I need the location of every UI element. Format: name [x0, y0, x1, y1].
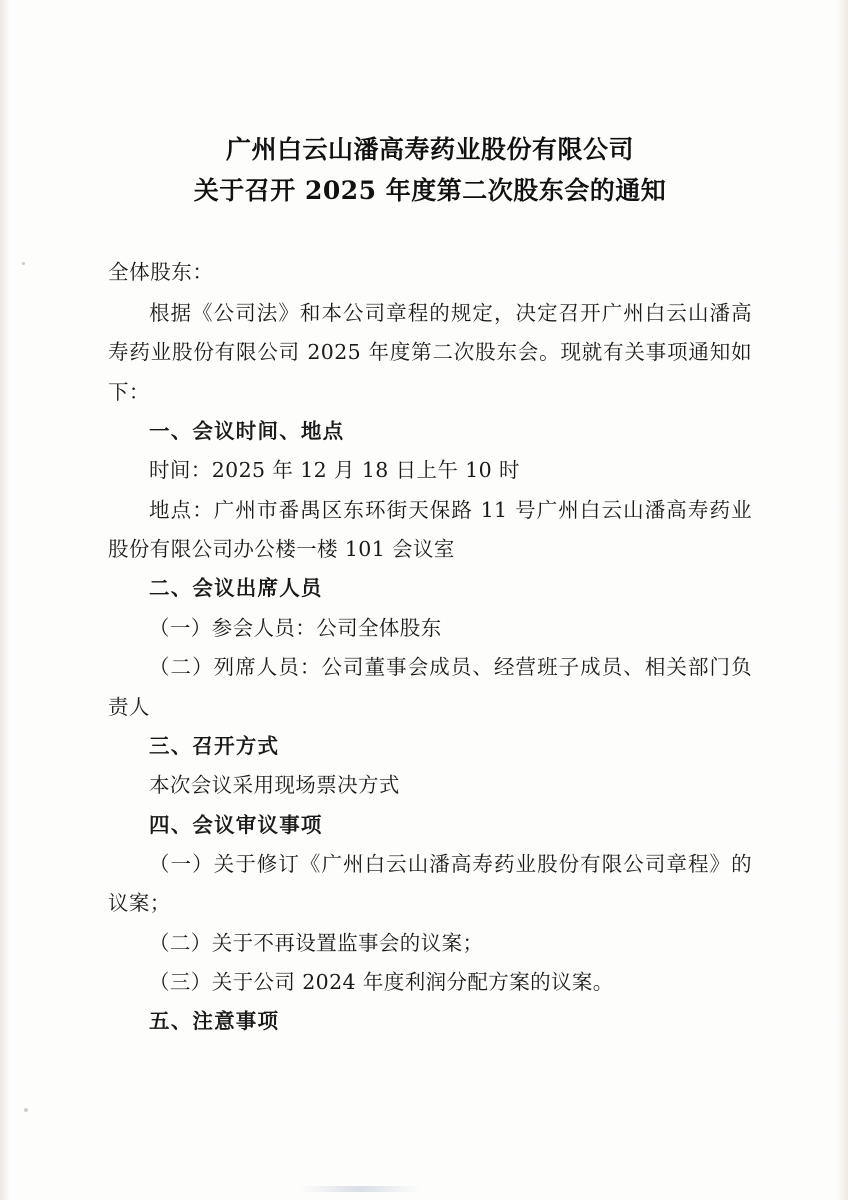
page-edge-shadow-right: [836, 0, 848, 1200]
section-3-paragraph-1: 本次会议采用现场票决方式: [149, 773, 400, 798]
section-1-paragraph-2: 地点：广州市番禺区东环街天保路 11 号广州白云山潘高寿药业股份有限公司办公楼一楼 101 会议室: [108, 497, 752, 562]
intro-paragraph: 根据《公司法》和本公司章程的规定，决定召开广州白云山潘高寿药业股份有限公司 2025 年度第二次股东会。现就有关事项通知如下：: [108, 300, 752, 404]
scan-smudge: [300, 1186, 420, 1192]
document-title-line-1: 广州白云山潘高寿药业股份有限公司: [225, 135, 634, 164]
section-heading-1: 一、会议时间、地点: [149, 419, 345, 444]
section-heading-4: 四、会议审议事项: [149, 812, 323, 837]
scan-speckle: [22, 262, 25, 265]
document-title-line-2: 关于召开 2025 年度第二次股东会的通知: [193, 175, 667, 205]
salutation: 全体股东：: [108, 260, 214, 284]
document-title: [108, 130, 752, 211]
section-4-paragraph-1: （一）关于修订《广州白云山潘高寿药业股份有限公司章程》的议案；: [108, 851, 752, 916]
section-1-paragraph-1: 时间：2025 年 12 月 18 日上午 10 时: [149, 458, 520, 483]
section-2-paragraph-1: （一）参会人员：公司全体股东: [149, 615, 442, 640]
page-edge-shadow-left: [0, 0, 10, 1200]
scan-speckle: [24, 1108, 28, 1112]
section-4-paragraph-2: （二）关于不再设置监事会的议案；: [149, 930, 484, 955]
section-4-paragraph-3: （三）关于公司 2024 年度利润分配方案的议案。: [149, 970, 614, 995]
section-heading-2: 二、会议出席人员: [149, 576, 323, 601]
section-heading-5: 五、注意事项: [149, 1009, 280, 1034]
section-2-paragraph-2: （二）列席人员：公司董事会成员、经营班子成员、相关部门负责人: [108, 655, 752, 719]
section-heading-3: 三、召开方式: [149, 733, 280, 758]
